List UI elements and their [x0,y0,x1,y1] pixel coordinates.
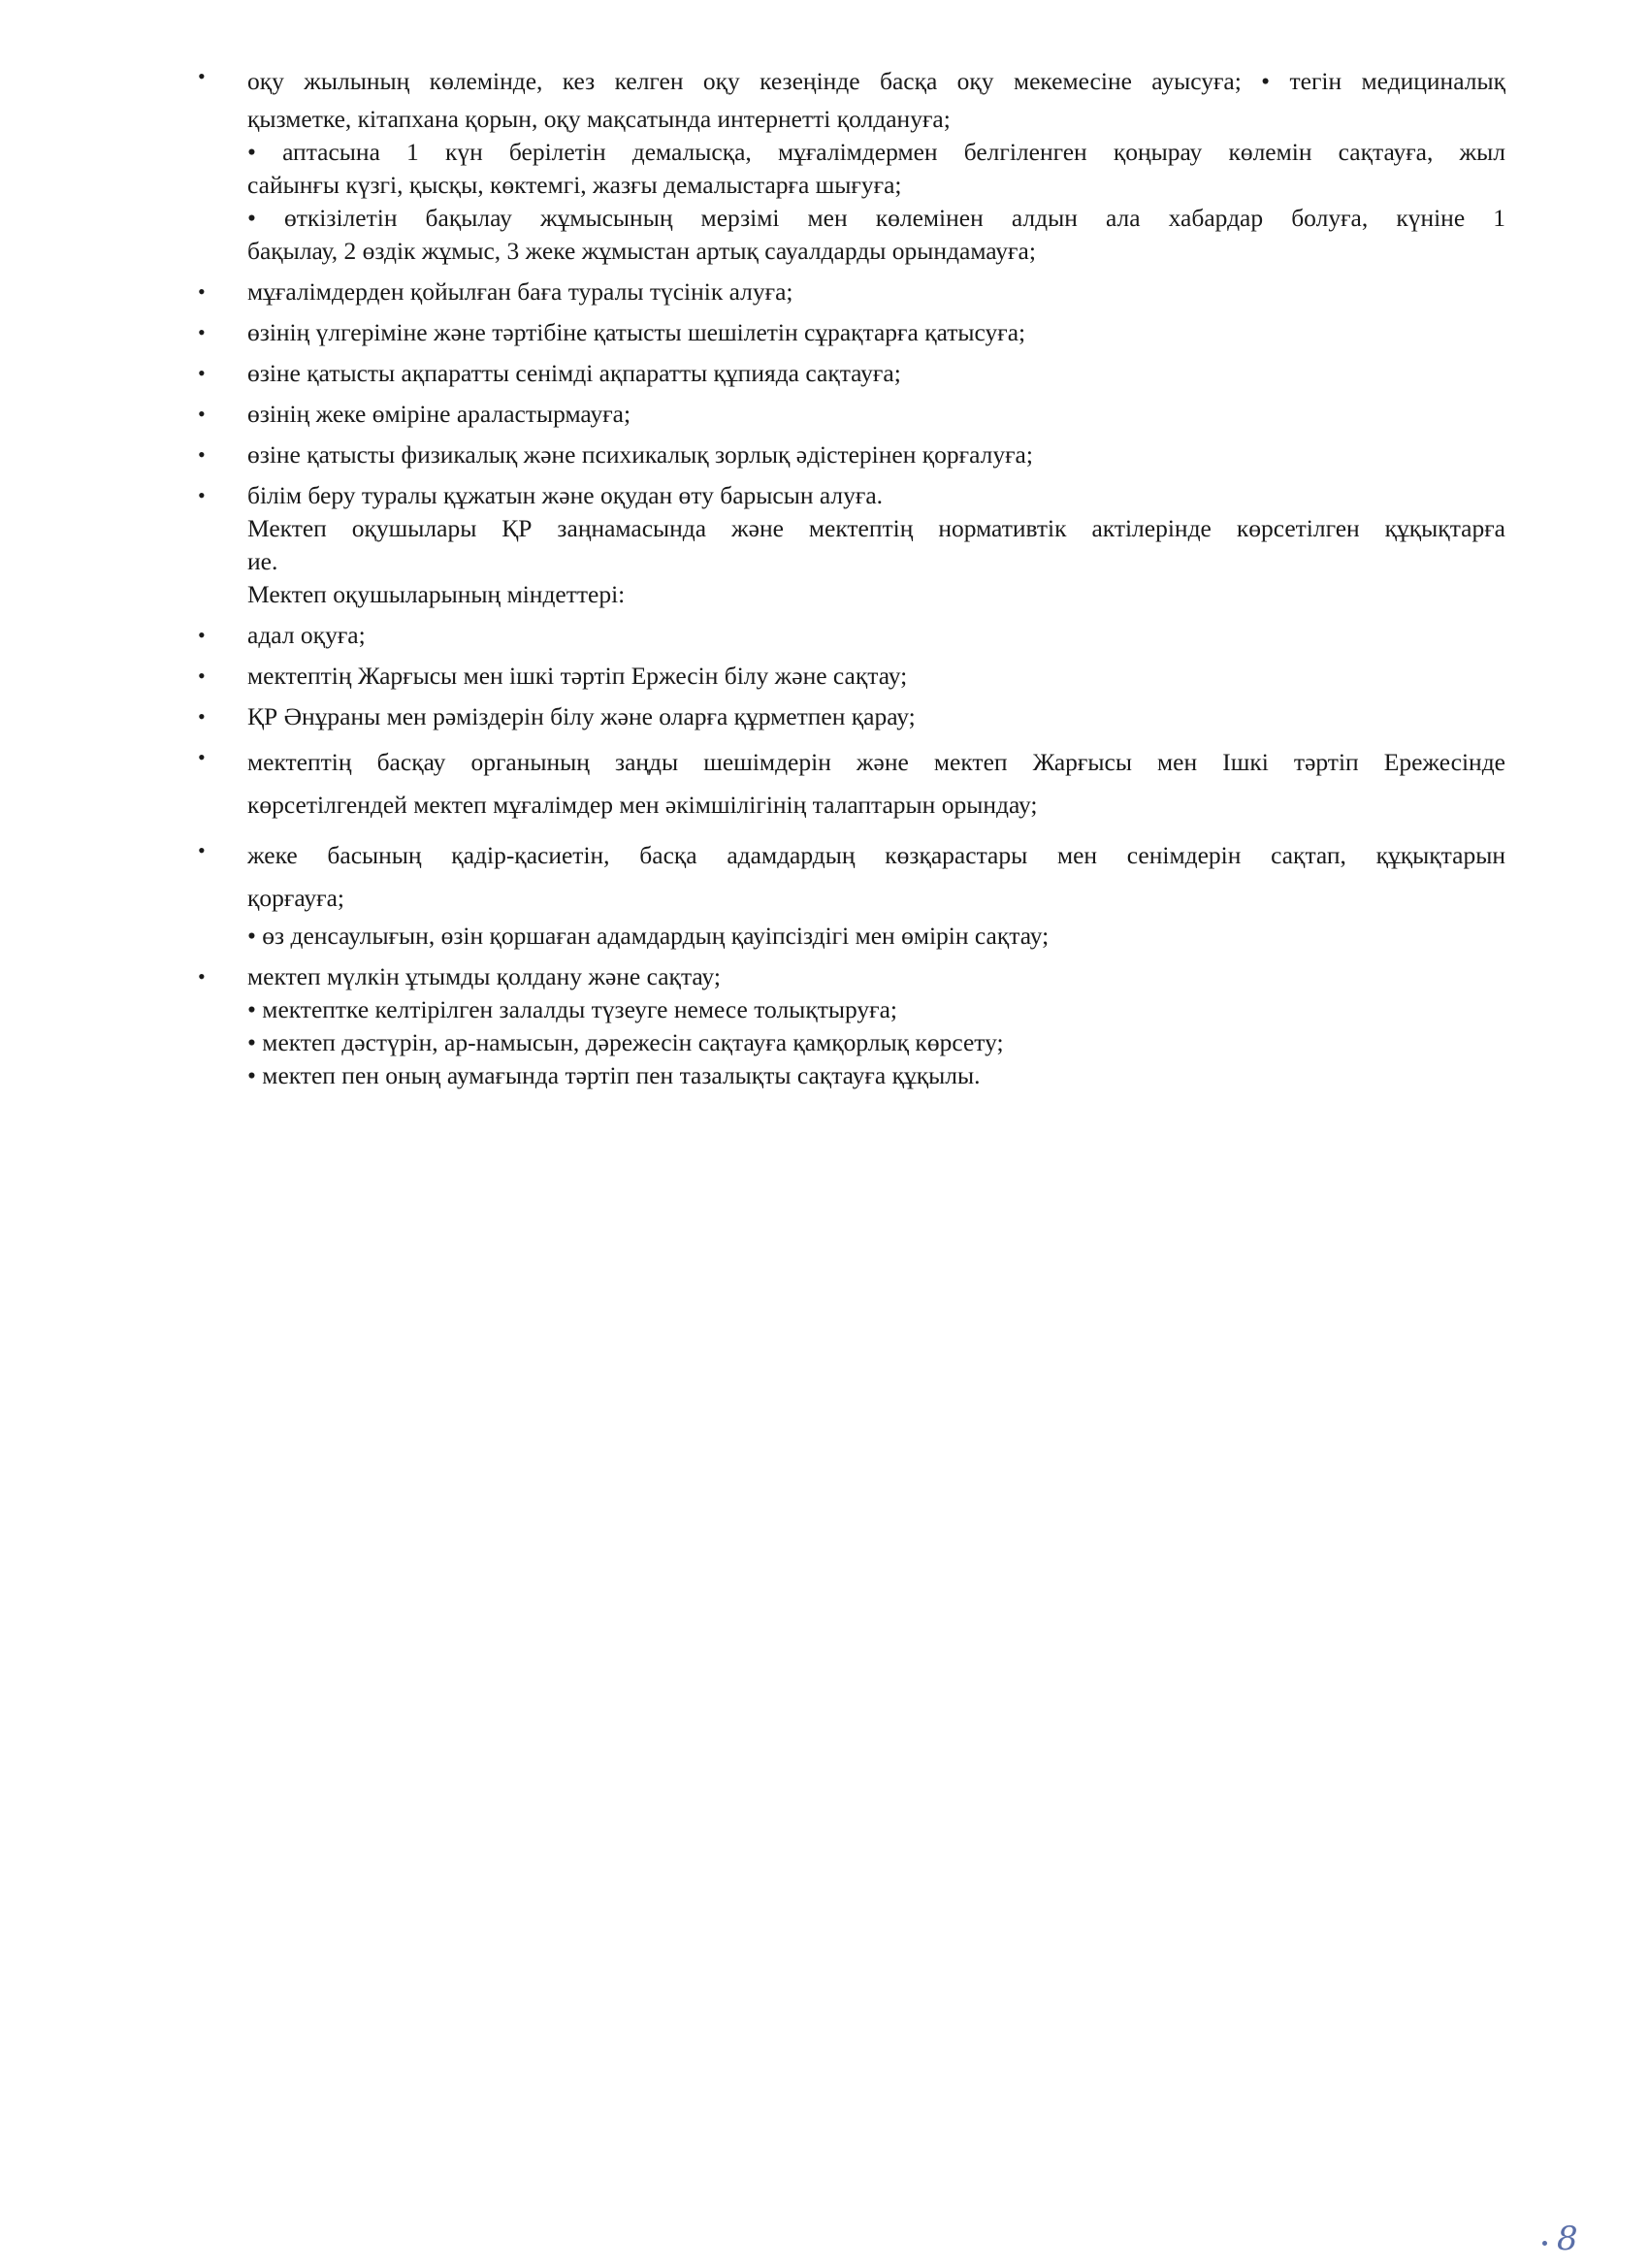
bullet-icon: • [198,704,206,729]
list-item [194,619,1505,652]
list-item-line: мұғалімдерден қойылған баға туралы түсінік алуға; [247,277,793,306]
list-item-line: өзіне қатысты ақпаратты сенімді ақпаратты құпияда сақтауға; [247,359,901,387]
page-number-dot [1542,2241,1547,2246]
list-item-line: қызметке, кітапхана қорын, оқу мақсатында интернетті қолдануға; [247,105,951,133]
bullet-icon: • [198,279,206,304]
list-item [194,960,1505,1092]
list-item [194,357,1505,390]
bullet-icon: • [198,745,206,769]
list-item-line: мектептің басқау органының заңды шешімдерін және мектеп Жарғысы мен Ішкі тәртіп Ережесінде [247,748,1505,776]
list-item [194,700,1505,733]
list-item [194,316,1505,349]
list-item [194,438,1505,471]
list-item-line: • мектеп дәстүрін, ар-намысын, дәрежесін сақтауға қамқорлық көрсету; [247,1028,1004,1056]
list-item-line: • өз денсаулығын, өзін қоршаған адамдардың қауіпсіздігі мен өмірін сақтау; [247,922,1050,950]
list-item-line: ие. [247,547,278,575]
list-item [194,398,1505,431]
list-item [194,834,1505,953]
list-item-line: оқу жылының көлемінде, кез келген оқу кезеңінде басқа оқу мекемесіне ауысуға; • тегін медициналық [247,67,1505,95]
list-item-line: • аптасына 1 күн берілетін демалысқа, мұғалімдермен белгіленген қоңырау көлемін сақтауға, жыл [247,138,1505,166]
list-item [194,479,1505,611]
bullet-icon: • [198,664,206,688]
rights-and-duties-list [194,60,1505,1100]
page-number: 8 [1557,2219,1578,2258]
bullet-icon: • [198,361,206,385]
bullet-icon: • [198,623,206,647]
bullet-icon: • [198,320,206,344]
list-item-line: • мектеп пен оның аумағында тәртіп пен тазалықты сақтауға құқылы. [247,1061,981,1089]
list-item [194,741,1505,826]
list-item-line: білім беру туралы құжатын және оқудан өту барысын алуға. [247,481,884,509]
list-item-line: өзінің үлгеріміне және тәртібіне қатысты шешілетін сұрақтарға қатысуға; [247,318,1026,346]
list-item [194,660,1505,693]
list-item-line: өзіне қатысты физикалық және психикалық зорлық әдістерінен қорғалуға; [247,440,1033,469]
list-item [194,275,1505,308]
bullet-icon: • [198,964,206,988]
list-item-line: Мектеп оқушылары ҚР заңнамасында және мектептің нормативтік актілерінде көрсетілген құқықтарға [247,514,1505,542]
list-item-line: адал оқуға; [247,621,366,649]
bullet-icon: • [198,64,206,88]
bullet-icon: • [198,838,206,862]
bullet-icon: • [198,483,206,507]
list-item-line: қорғауға; [247,884,344,912]
list-item-line: мектептің Жарғысы мен ішкі тәртіп Ержесін білу және сақтау; [247,662,908,690]
list-item-line: көрсетілгендей мектеп мұғалімдер мен әкімшілігінің талаптарын орындау; [247,791,1038,819]
list-item-line: • мектептке келтірілген залалды түзеуге немесе толықтыруға; [247,995,898,1023]
section-heading: Мектеп оқушыларының міндеттері: [247,580,626,608]
list-item-line: ҚР Әнұраны мен рәміздерін білу және оларға құрметпен қарау; [247,702,916,730]
list-item-line: сайынғы күзгі, қысқы, көктемгі, жазғы демалыстарға шығуға; [247,171,902,199]
list-item-line: мектеп мүлкін ұтымды қолдану және сақтау; [247,962,721,990]
list-item-line: • өткізілетін бақылау жұмысының мерзімі мен көлемінен алдын ала хабардар болуға, күніне 1 [247,204,1505,232]
list-item-line: бақылау, 2 өздік жұмыс, 3 жеке жұмыстан артық сауалдарды орындамауға; [247,237,1036,265]
list-item-line: жеке басының қадір-қасиетін, басқа адамдардың көзқарастары мен сенімдерін сақтап, құқықтарын [247,841,1505,869]
list-item-line: өзінің жеке өміріне араластырмауға; [247,400,631,428]
list-item [194,60,1505,268]
bullet-icon: • [198,442,206,467]
bullet-icon: • [198,402,206,426]
